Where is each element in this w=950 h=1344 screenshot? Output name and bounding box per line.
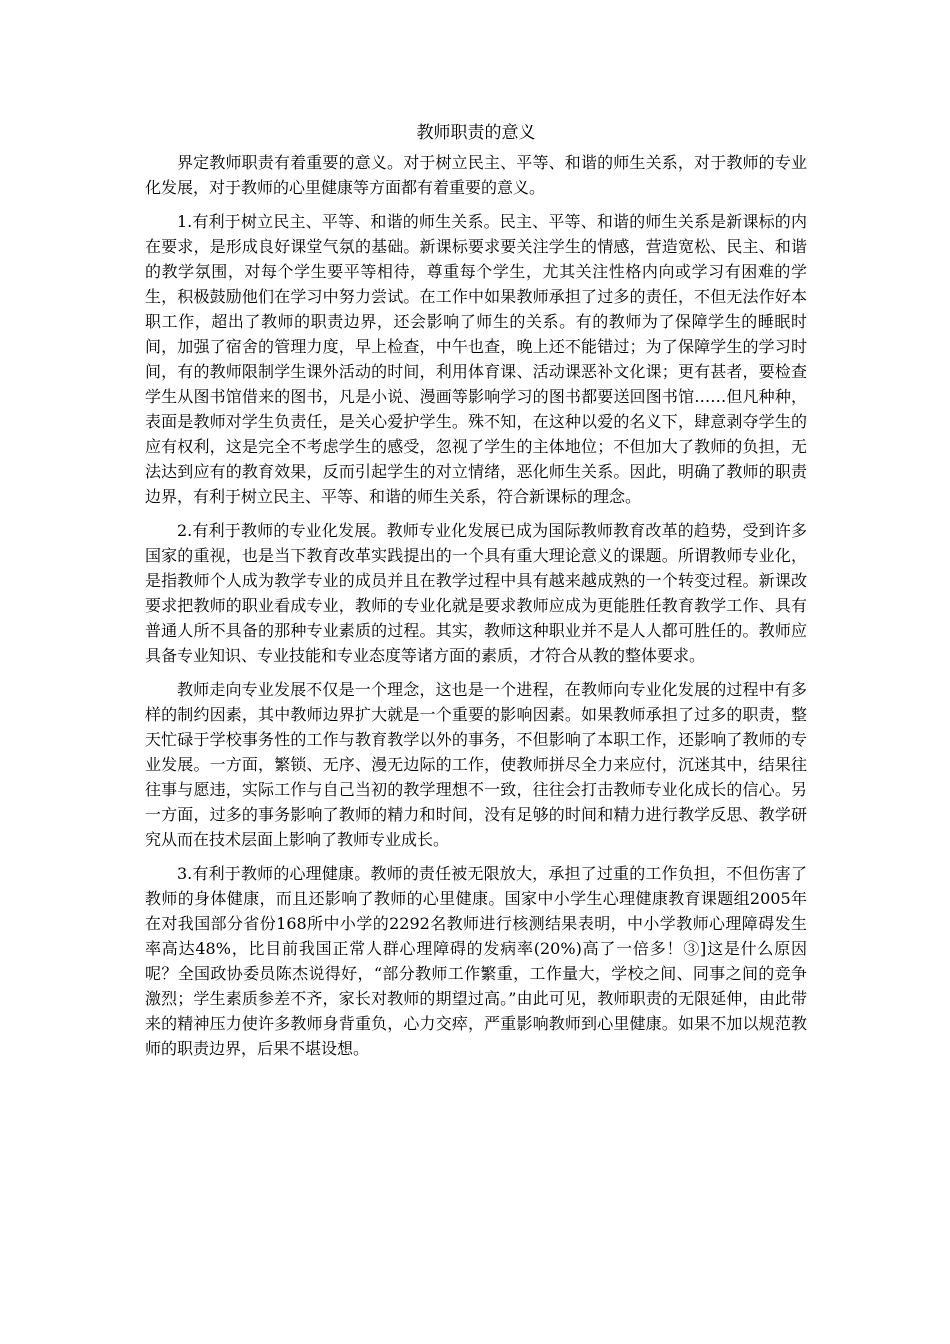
section-2-continued-paragraph: 教师走向专业发展不仅是一个理念，这也是一个进程，在教师向专业化发展的过程中有多样的制约因素，其中教师边界扩大就是一个重要的影响因素。如果教师承担了过多的职责，整天忙碌于学校事务性的工作与教育教学以外的事务，不但影响了本职工作，还影响了教师的专业发展。一方面，繁锁、无序、漫无边际的工作，使教师拼尽全力来应付，沉迷其中，结果往往事与愿违，实际工作与自己当初的教学理想不一致，往往会打击教师专业化成长的信心。另一方面，过多的事务影响了教师的精力和时间，没有足够的时间和精力进行教学反思、教学研究从而在技术层面上影响了教师专业成长。 xyxy=(145,680,807,849)
section-2-paragraph: 2.有利于教师的专业化发展。教师专业化发展已成为国际教师教育改革的趋势，受到许多国家的重视，也是当下教育改革实践提出的一个具有重大理论意义的课题。所谓教师专业化，是指教师个人成为教学专业的成员并且在教学过程中具有越来越成熟的一个转变过程。新课改要求把教师的职业看成专业，教师的专业化就是要求教师应成为更能胜任教育教学工作、具有普通人所不具备的那种专业素质的过程。其实，教师这种职业并不是人人都可胜任的。教师应具备专业知识、专业技能和专业态度等诸方面的素质，才符合从教的整体要求。 xyxy=(145,521,807,665)
section-1-paragraph: 1.有利于树立民主、平等、和谐的师生关系。民主、平等、和谐的师生关系是新课标的内在要求，是形成良好课堂气氛的基础。新课标要求要关注学生的情感，营造宽松、民主、和谐的教学氛围，对每个学生要平等相待，尊重每个学生，尤其关注性格内向或学习有困难的学生，积极鼓励他们在学习中努力尝试。在工作中如果教师承担了过多的责任，不但无法作好本职工作，超出了教师的职责边界，还会影响了师生的关系。有的教师为了保障学生的睡眠时间，加强了宿舍的管理力度，早上检查，中午也查，晚上还不能错过；为了保障学生的学习时间，有的教师限制学生课外活动的时间，利用体育课、活动课恶补文化课；更有甚者，要检查学生从图书馆借来的图书，凡是小说、漫画等影响学习的图书都要送回图书馆……但凡种种，表面是教师对学生负责任，是关心爱护学生。殊不知，在这种以爱的名义下，肆意剥夺学生的应有权利，这是完全不考虑学生的感受，忽视了学生的主体地位；不但加大了教师的负担，无法达到应有的教育效果，反而引起学生的对立情绪，恶化师生关系。因此，明确了教师的职责边界，有利于树立民主、平等、和谐的师生关系，符合新课标的理念。 xyxy=(145,212,807,506)
section-3-paragraph: 3.有利于教师的心理健康。教师的责任被无限放大，承担了过重的工作负担，不但伤害了教师的身体健康，而且还影响了教师的心里健康。国家中小学生心理健康教育课题组2005年在对我国部分省份168所中小学的2292名教师进行核测结果表明，中小学教师心理障碍发生率高达48%，比目前我国正常人群心理障碍的发病率(20%)高了一倍多！③]这是什么原因呢？全国政协委员陈杰说得好，“部分教师工作繁重，工作量大，学校之间、同事之间的竞争激烈；学生素质参差不齐，家长对教师的期望过高。”由此可见，教师职责的无限延伸，由此带来的精神压力使许多教师身背重负，心力交瘁，严重影响教师到心里健康。如果不加以规范教师的职责边界，后果不堪设想。 xyxy=(145,864,807,1058)
document-title: 教师职责的意义 xyxy=(416,123,536,143)
document-page xyxy=(145,120,807,1070)
intro-paragraph: 界定教师职责有着重要的意义。对于树立民主、平等、和谐的师生关系，对于教师的专业化发展，对于教师的心里健康等方面都有着重要的意义。 xyxy=(145,153,807,197)
